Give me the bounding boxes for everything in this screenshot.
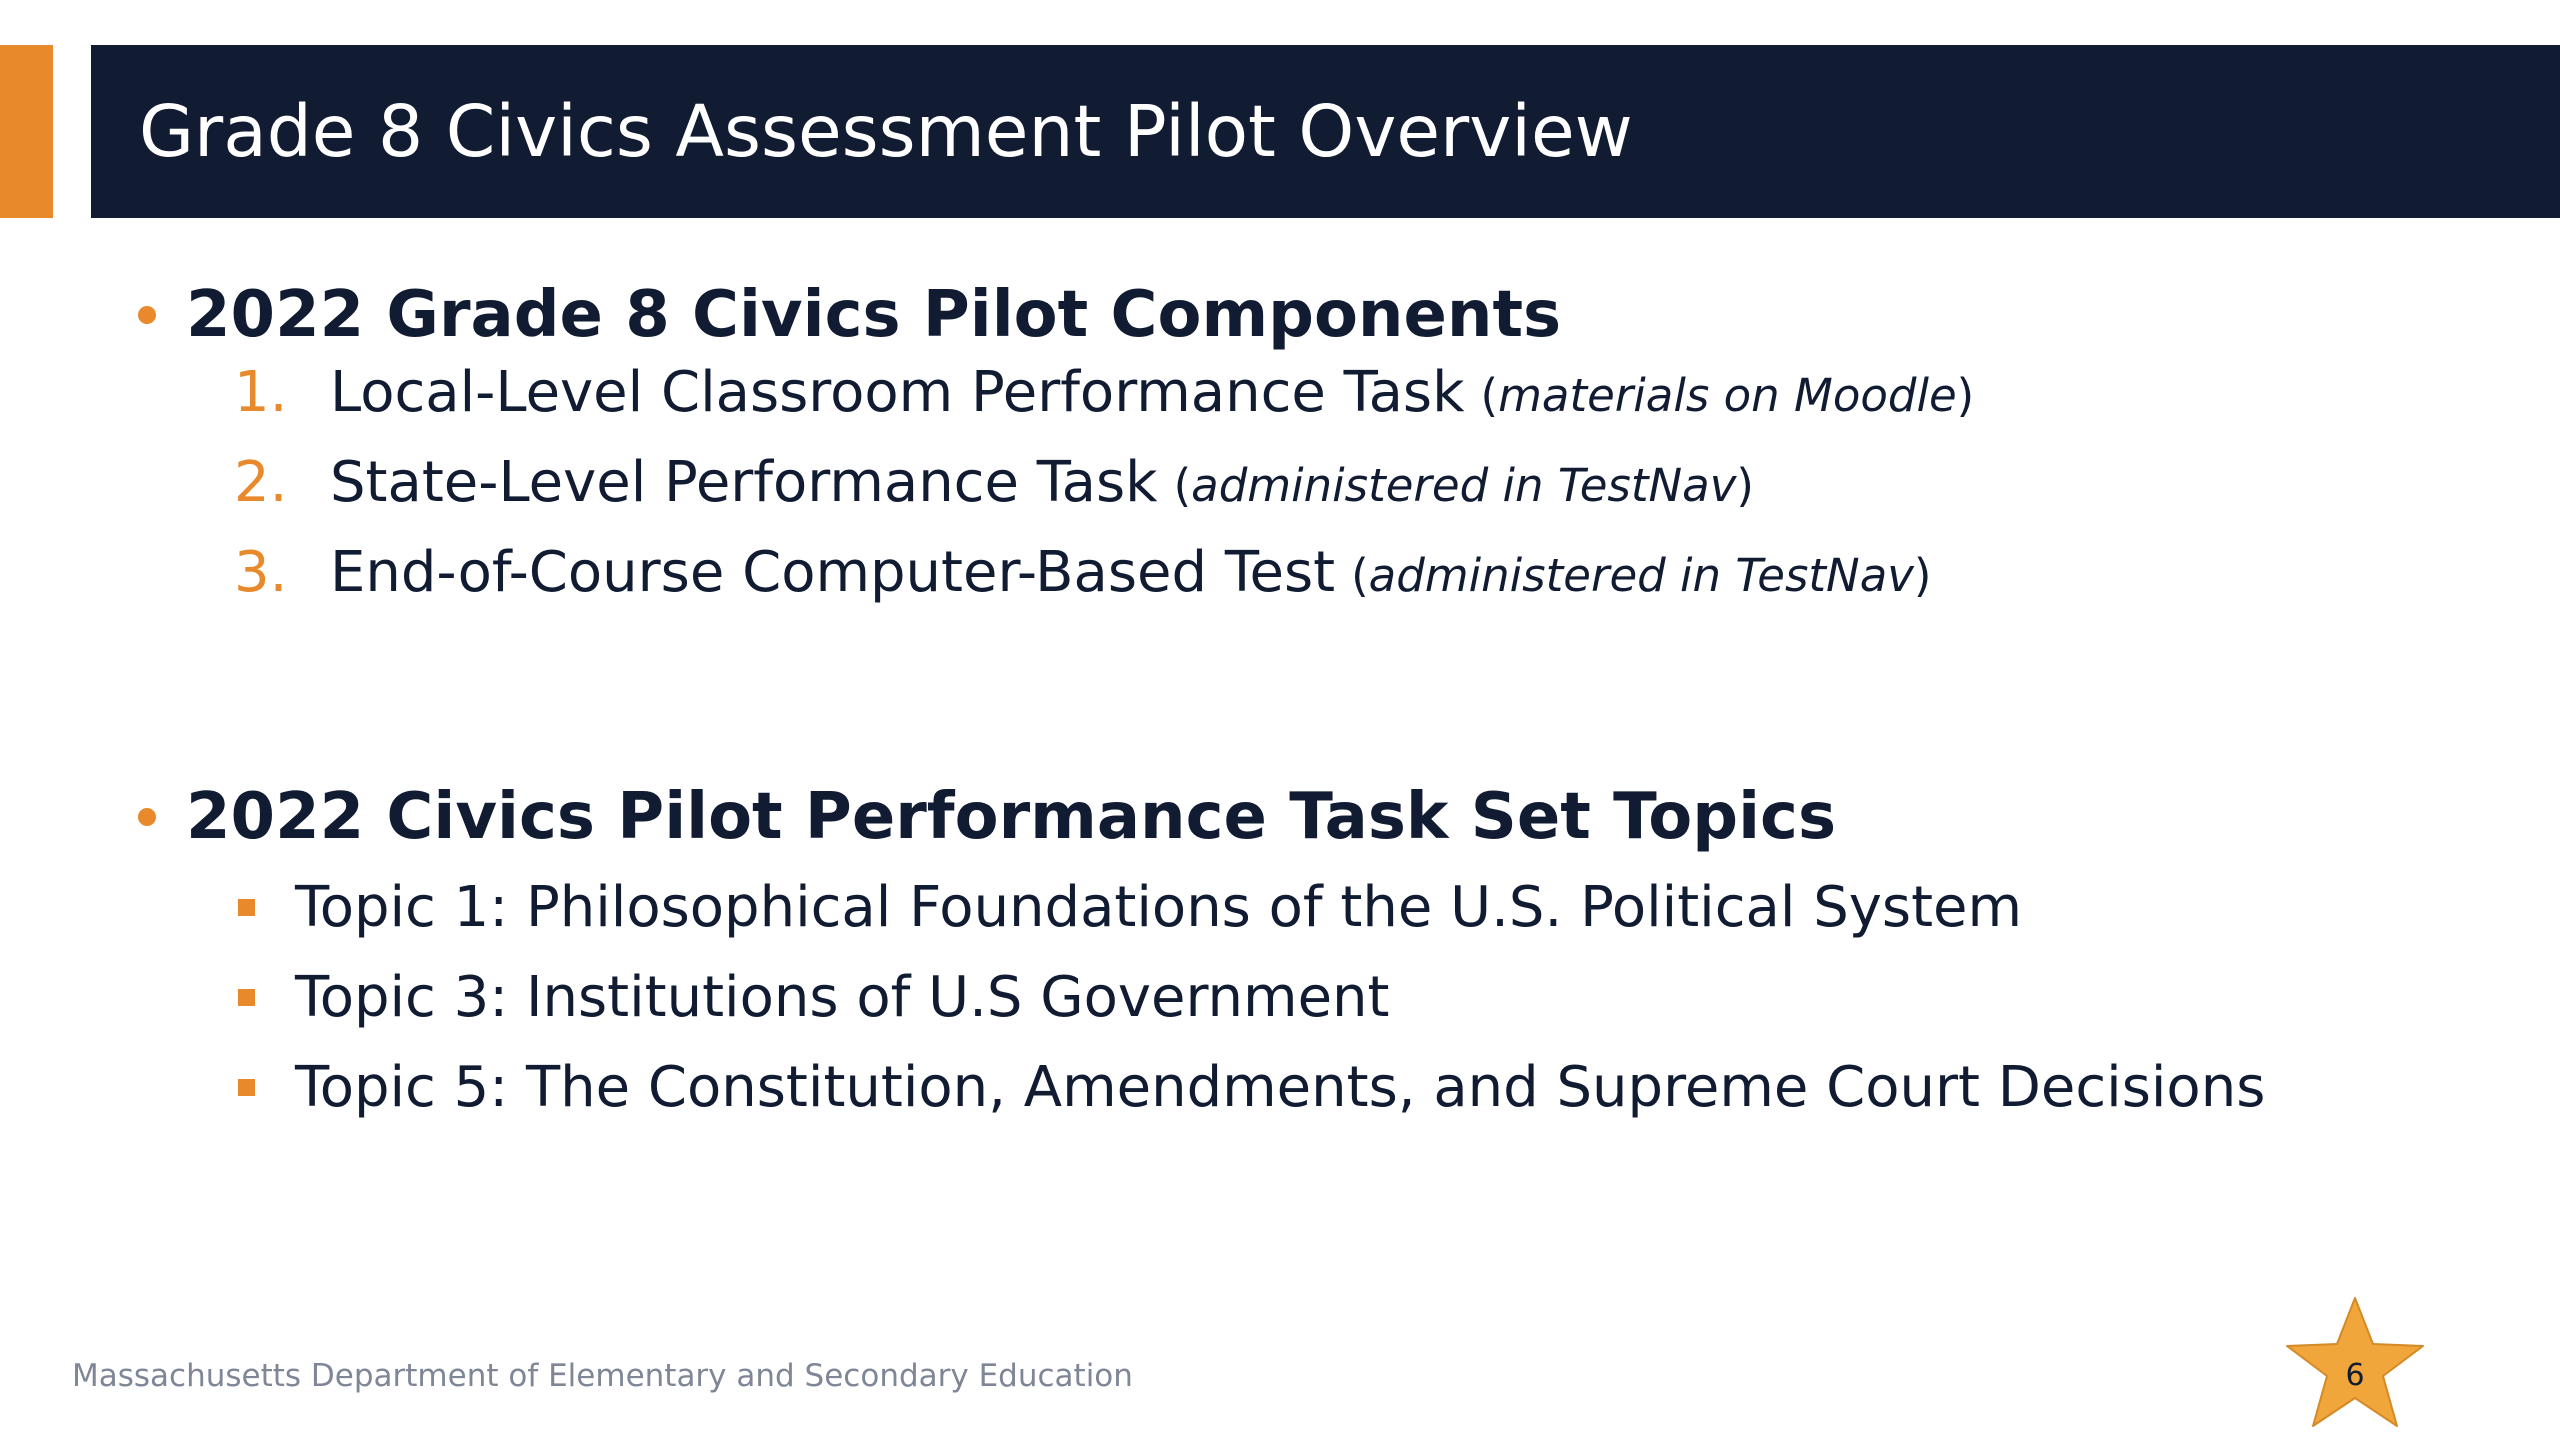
list-item: [234, 450, 1974, 540]
components-section: [138, 270, 1974, 630]
topics-heading-row: [138, 772, 2265, 862]
footer-organization: Massachusetts Department of Elementary and Secondary Education: [72, 1358, 1133, 1394]
list-item: [234, 540, 1974, 630]
square-bullet-icon: [238, 899, 255, 916]
components-list: [138, 360, 1974, 630]
components-heading: 2022 Grade 8 Civics Pilot Components: [186, 278, 1562, 352]
topic-text: Topic 3: Institutions of U.S Government: [295, 964, 1390, 1030]
slide-title: Grade 8 Civics Assessment Pilot Overview: [139, 90, 1633, 173]
title-bar: [91, 45, 2560, 218]
topic-text: Topic 5: The Constitution, Amendments, and Supreme Court Decisions: [295, 1054, 2266, 1120]
bullet-dot-icon: [138, 306, 156, 324]
list-item: [238, 862, 2265, 952]
list-item-note: (administered in TestNav): [1351, 549, 1932, 602]
square-bullet-icon: [238, 1079, 255, 1096]
list-item-text: End-of-Course Computer-Based Test: [330, 540, 1336, 605]
components-heading-row: [138, 270, 1974, 360]
list-number: 1.: [234, 360, 288, 425]
list-item-text: State-Level Performance Task: [330, 450, 1158, 515]
list-item: [238, 952, 2265, 1042]
topics-section: [138, 772, 2265, 1132]
list-number: 2.: [234, 450, 288, 515]
square-bullet-icon: [238, 989, 255, 1006]
list-number: 3.: [234, 540, 288, 605]
list-item: [238, 1042, 2265, 1132]
list-item-note: (materials on Moodle): [1480, 369, 1975, 422]
topics-list: [138, 862, 2265, 1132]
page-number: 6: [2345, 1358, 2365, 1393]
topics-heading: 2022 Civics Pilot Performance Task Set Topics: [186, 780, 1837, 854]
list-item-text: Local-Level Classroom Performance Task: [330, 360, 1465, 425]
topic-text: Topic 1: Philosophical Foundations of the U.S. Political System: [295, 874, 2023, 940]
page-number-badge: [2275, 1290, 2435, 1440]
title-accent-bar: [0, 45, 53, 218]
list-item: [234, 360, 1974, 450]
list-item-note: (administered in TestNav): [1173, 459, 1754, 512]
bullet-dot-icon: [138, 808, 156, 826]
